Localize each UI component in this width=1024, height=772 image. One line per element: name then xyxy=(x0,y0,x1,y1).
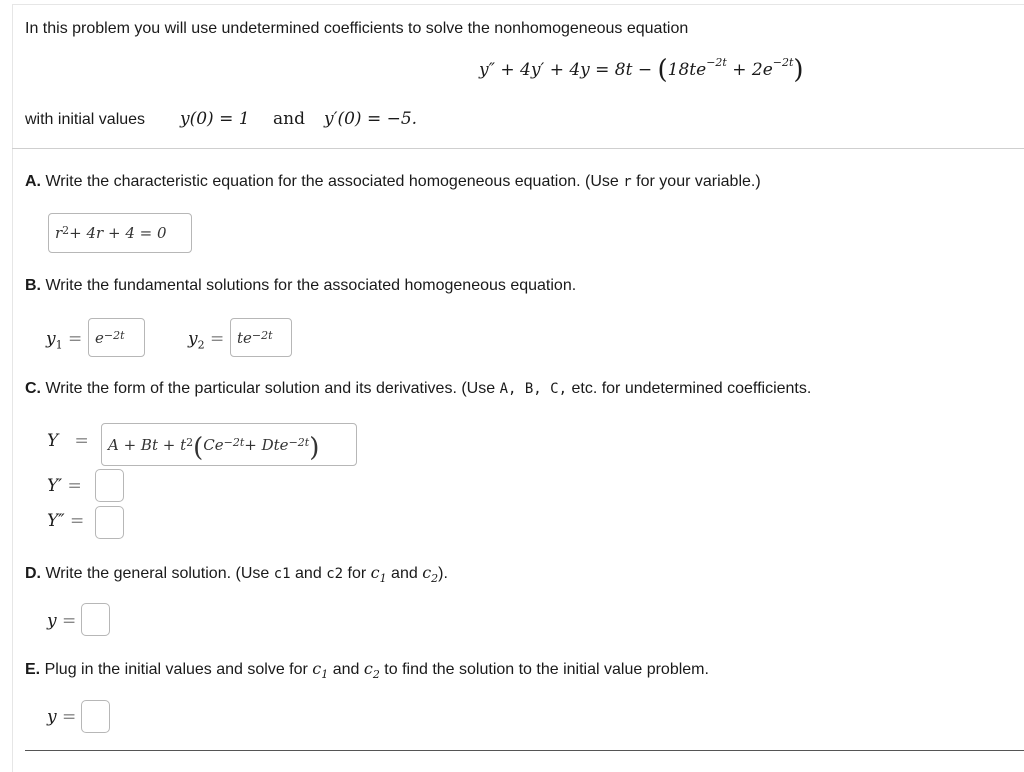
initial-and: and xyxy=(273,109,305,129)
part-e-prompt: E. Plug in the initial values and solve for $c_1$ and $c_2$ to find the solution to the initial value problem. xyxy=(25,659,709,682)
intro-text: In this problem you will use undetermined coefficients to solve the nonhomogeneous equation xyxy=(25,20,689,37)
general-solution-input[interactable] xyxy=(81,603,110,636)
ivp-solution-input[interactable] xyxy=(81,700,110,733)
y1-input[interactable]: e $^{-2t}$ xyxy=(88,318,145,357)
y1-label: $y_1$ = xyxy=(46,329,83,352)
Y-label: Y = xyxy=(47,431,89,451)
Ypp-label: Y″ = xyxy=(47,511,85,531)
initial-value-yp0: y′(0) = −5. xyxy=(324,109,418,129)
y2-input[interactable]: te $^{-2t}$ xyxy=(230,318,292,357)
divider-top xyxy=(12,148,1024,149)
Y-double-prime-input[interactable] xyxy=(95,506,124,539)
Y-prime-input[interactable] xyxy=(95,469,124,502)
divider-bottom xyxy=(25,750,1024,751)
ode-equation: $y'' + 4y' + 4y = 8t - (18te^{-2t} + 2e^{-2t})$ xyxy=(479,55,804,85)
part-c-prompt: C. Write the form of the particular solution and its derivatives. (Use A, B, C, etc. for undetermined coefficients. xyxy=(25,380,812,397)
part-a-prompt: A. Write the characteristic equation for the associated homogeneous equation. (Use r for your variable.) xyxy=(25,173,761,190)
y2-label: $y_2$ = xyxy=(188,329,225,352)
part-d-prompt: D. Write the general solution. (Use c1 and c2 for $c_1$ and $c_2$). xyxy=(25,563,448,586)
initial-value-y0: y(0) = 1 xyxy=(180,109,250,129)
initial-values-label: with initial values xyxy=(25,111,146,128)
characteristic-equation-input[interactable]: r $^2$ + 4r + 4 = 0 xyxy=(48,213,192,253)
ivp-solution-label: y = xyxy=(47,707,77,727)
part-b-prompt: B. Write the fundamental solutions for the associated homogeneous equation. xyxy=(25,277,577,294)
Y-particular-input[interactable]: A + Bt + t $^2$ ( Ce $^{-2t}$ + Dte $^{-2t}$ ) xyxy=(101,423,357,466)
general-solution-label: y = xyxy=(47,611,77,631)
Yp-label: Y′ = xyxy=(47,476,82,496)
